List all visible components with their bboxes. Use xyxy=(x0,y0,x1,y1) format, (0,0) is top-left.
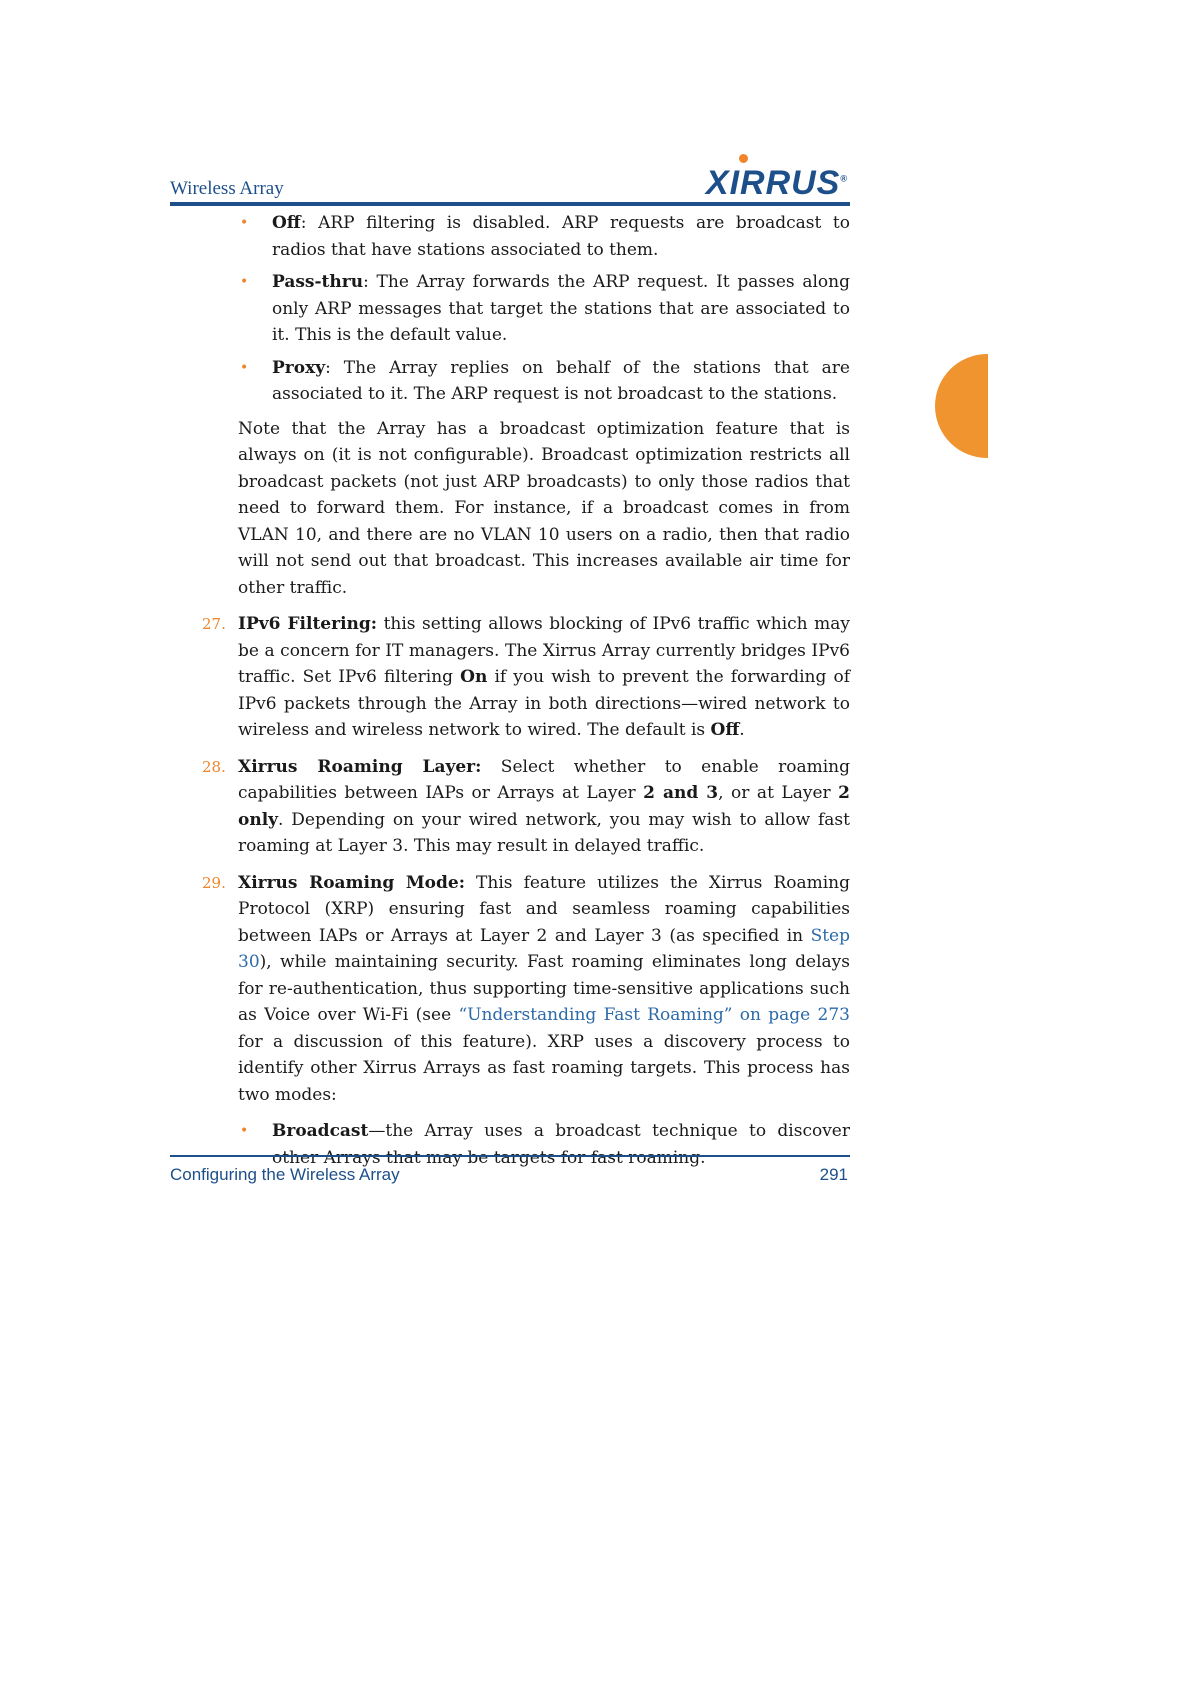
page-footer xyxy=(170,1155,850,1193)
step-bold: Off xyxy=(710,720,740,740)
step-number: 28. xyxy=(202,757,226,776)
list-item-pass-thru xyxy=(240,269,850,349)
bullet-text: : The Array replies on behalf of the stations that are associated to it. The ARP request is not broadcast to the stations. xyxy=(272,357,850,404)
step-term: IPv6 Filtering: xyxy=(238,614,378,634)
step-text: . Depending on your wired network, you may wish to allow fast roaming at Layer 3. This may result in delayed traffic. xyxy=(238,809,850,856)
fast-roaming-xref-link[interactable]: “Understanding Fast Roaming” on page 273 xyxy=(458,1005,850,1025)
bullet-icon: • xyxy=(240,215,249,231)
bullet-term: Proxy xyxy=(272,357,326,378)
bullet-icon: • xyxy=(240,1123,249,1139)
logo-trademark: ® xyxy=(840,173,848,184)
bullet-term: Broadcast xyxy=(272,1121,369,1141)
bullet-icon: • xyxy=(240,359,249,376)
step-29 xyxy=(202,870,851,1109)
step-text: if you wish to prevent the forwarding of IPv6 packets through the Array in both directions—wired network to wireless and wireless network to wired. The default is xyxy=(238,667,850,740)
bullet-term: Pass-thru xyxy=(272,272,364,292)
step-text: this setting allows blocking of IPv6 traffic which may be a concern for IT managers. The Xirrus Array currently bridges IPv6 traffic. Set IPv6 filtering xyxy=(238,614,850,687)
step-bold: 2 only xyxy=(238,783,850,830)
step-term: Xirrus Roaming Mode: xyxy=(238,872,465,893)
bullet-text: : The Array forwards the ARP request. It passes along only ARP messages that target the stations that are associated to it. This is the default value. xyxy=(272,272,850,345)
bullet-text: —the Array uses a broadcast technique to discover other Arrays that may be targets for fast roaming. xyxy=(272,1121,850,1168)
step-number: 27. xyxy=(202,615,226,633)
header-rule xyxy=(170,202,850,206)
step-28 xyxy=(202,754,850,860)
step-27 xyxy=(202,611,850,744)
step-number: 29. xyxy=(202,873,226,892)
bullet-term: Off xyxy=(272,213,301,233)
step-text: Select whether to enable roaming capabilities between IAPs or Arrays at Layer xyxy=(238,756,850,803)
note-paragraph: Note that the Array has a broadcast optimization feature that is always on (it is not configurable). Broadcast optimization restricts all broadcast packets (not just ARP broadcasts) to only those radios that need to forward them. For instance, if a broadcast comes in from VLAN 10, and there are no VLAN 10 users on a radio, then that radio will not send out that broadcast. This increases available air time for other traffic. xyxy=(238,418,850,598)
list-item-off xyxy=(240,210,850,263)
page-header xyxy=(170,150,850,206)
logo-text: XIRRUS xyxy=(705,164,841,202)
step-text: . xyxy=(739,720,745,740)
bullet-text: : ARP filtering is disabled. ARP requests are broadcast to radios that have stations associated to them. xyxy=(272,213,850,260)
chapter-tab-marker xyxy=(935,354,988,458)
bullet-icon: • xyxy=(240,274,249,290)
header-title: Wireless Array xyxy=(170,178,284,199)
step-term: Xirrus Roaming Layer: xyxy=(238,756,482,777)
step-text: ), while maintaining security. Fast roaming eliminates long delays for re-authentication, thus supporting time-sensitive applications such as Voice over Wi-Fi (see xyxy=(238,952,850,1025)
step-text: for a discussion of this feature). XRP uses a discovery process to identify other Xirrus Arrays as fast roaming targets. This process has two modes: xyxy=(238,1031,850,1105)
logo-dot-icon xyxy=(739,154,748,163)
step-bold: On xyxy=(460,667,488,687)
step-text: This feature utilizes the Xirrus Roaming Protocol (XRP) ensuring fast and seamless roaming capabilities between IAPs or Arrays at Layer 2 and Layer 3 (as specified in xyxy=(238,872,851,946)
page-body xyxy=(170,210,850,1177)
step-text: , or at Layer xyxy=(718,783,839,803)
xirrus-logo xyxy=(706,166,848,200)
page-number: 291 xyxy=(819,1165,848,1184)
step-30-link[interactable]: Step 30 xyxy=(238,925,850,972)
footer-section-title: Configuring the Wireless Array xyxy=(170,1165,400,1184)
list-item-proxy xyxy=(240,355,850,408)
step-bold: 2 and 3 xyxy=(643,783,719,803)
